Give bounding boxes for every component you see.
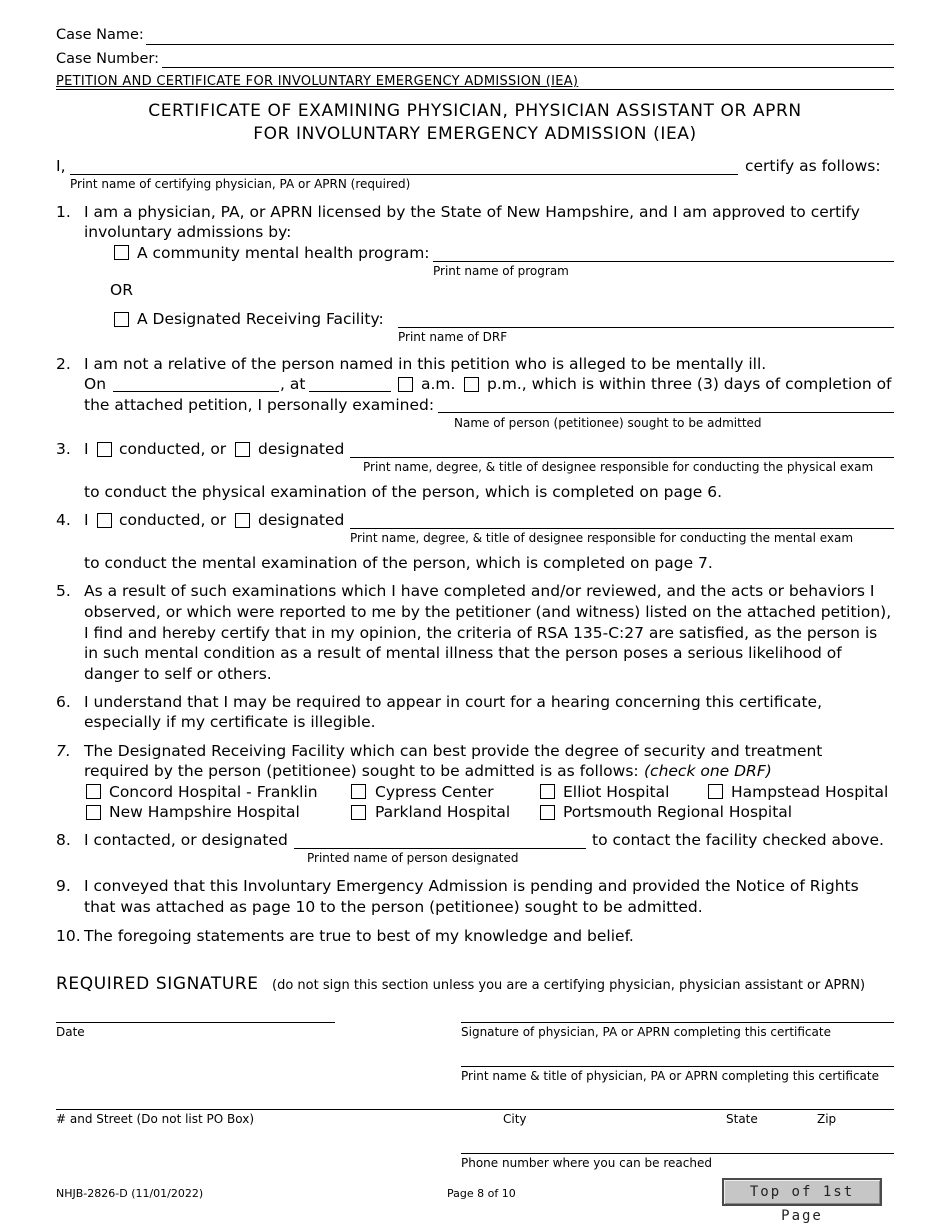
- parkland-hospital-label: Parkland Hospital: [375, 803, 511, 821]
- cypress-center-checkbox[interactable]: [351, 784, 366, 799]
- hampstead-hospital-label: Hampstead Hospital: [731, 783, 889, 801]
- certificate-title-line1: CERTIFICATE OF EXAMINING PHYSICIAN, PHYSICIAN ASSISTANT OR APRN: [148, 101, 802, 121]
- cmhp-checkbox[interactable]: [114, 245, 129, 260]
- am-checkbox[interactable]: [398, 377, 413, 392]
- form-id: NHJB-2826-D (11/01/2022): [56, 1187, 204, 1200]
- program-name-caption: Print name of program: [433, 264, 569, 278]
- printed-name-caption: Print name & title of physician, PA or APRN completing this certificate: [461, 1069, 879, 1083]
- physical-designee-caption: Print name, degree, & title of designee responsible for conducting the physical exam: [363, 460, 874, 474]
- item2-line1: I am not a relative of the person named in this petition who is alleged to be mentally ill.: [84, 355, 767, 373]
- item8-prefix: I contacted, or designated: [84, 831, 288, 849]
- zip-caption: Zip: [817, 1112, 837, 1126]
- printed-name-field[interactable]: [461, 1066, 894, 1067]
- exam-date-field[interactable]: [113, 391, 279, 392]
- mental-designated-label: designated: [258, 511, 345, 529]
- item7-line2: required by the person (petitionee) sought to be admitted is as follows:: [84, 762, 639, 780]
- intro-prefix: I,: [56, 157, 66, 175]
- address-field[interactable]: [56, 1109, 894, 1110]
- drf-label: A Designated Receiving Facility:: [137, 310, 384, 328]
- physical-conducted-label: conducted, or: [119, 440, 227, 458]
- date-caption: Date: [56, 1025, 85, 1039]
- signature-note: (do not sign this section unless you are a certifying physician, physician assistant or APRN): [272, 978, 866, 993]
- program-name-field[interactable]: [433, 261, 894, 262]
- elliot-hospital-checkbox[interactable]: [540, 784, 555, 799]
- check-one-note: (check one DRF): [644, 762, 772, 780]
- petitionee-name-caption: Name of person (petitionee) sought to be admitted: [454, 416, 762, 430]
- elliot-hospital-label: Elliot Hospital: [563, 783, 670, 801]
- state-caption: State: [726, 1112, 758, 1126]
- physical-designated-label: designated: [258, 440, 345, 458]
- physical-designee-field[interactable]: [350, 457, 894, 458]
- at-label: , at: [280, 375, 306, 393]
- physical-designated-checkbox[interactable]: [235, 442, 250, 457]
- city-caption: City: [503, 1112, 527, 1126]
- drf-name-field[interactable]: [398, 327, 894, 328]
- intro-suffix: certify as follows:: [745, 157, 881, 175]
- physical-conducted-checkbox[interactable]: [97, 442, 112, 457]
- case-number-field[interactable]: [162, 67, 894, 68]
- item3-line2: to conduct the physical examination of the person, which is completed on page 6.: [84, 483, 723, 501]
- item10-text: The foregoing statements are true to best of my knowledge and belief.: [84, 927, 634, 945]
- cypress-center-label: Cypress Center: [375, 783, 494, 801]
- case-number-label: Case Number:: [56, 51, 159, 67]
- item10-number: 10.: [56, 927, 81, 945]
- exam-time-field[interactable]: [309, 391, 391, 392]
- top-of-first-page-button[interactable]: Top of 1st Page: [722, 1178, 882, 1206]
- item4-line2: to conduct the mental examination of the person, which is completed on page 7.: [84, 554, 713, 572]
- drf-checkbox[interactable]: [114, 312, 129, 327]
- item6-number: 6.: [56, 693, 71, 711]
- item7-line1: The Designated Receiving Facility which can best provide the degree of security and treatment: [84, 742, 823, 760]
- item7-number: 7.: [56, 742, 71, 760]
- signature-field[interactable]: [461, 1022, 894, 1023]
- pm-checkbox[interactable]: [464, 377, 479, 392]
- signature-heading: REQUIRED SIGNATURE: [56, 974, 259, 994]
- case-name-label: Case Name:: [56, 27, 144, 43]
- parkland-hospital-checkbox[interactable]: [351, 805, 366, 820]
- item1-number: 1.: [56, 203, 71, 221]
- signature-caption: Signature of physician, PA or APRN completing this certificate: [461, 1025, 831, 1039]
- item1-line1: I am a physician, PA, or APRN licensed by the State of New Hampshire, and I am approved to certify: [84, 203, 860, 221]
- petition-title: PETITION AND CERTIFICATE FOR INVOLUNTARY EMERGENCY ADMISSION (IEA): [56, 74, 579, 89]
- on-label: On: [84, 375, 107, 393]
- item6-line: I understand that I may be required to appear in court for a hearing concerning this certificate,: [84, 693, 823, 711]
- item5-line: in such mental condition as a result of mental illness that the person poses a serious likelihood of: [84, 644, 842, 662]
- phone-caption: Phone number where you can be reached: [461, 1156, 712, 1170]
- header-divider: [56, 89, 894, 90]
- certifier-name-caption: Print name of certifying physician, PA or APRN (required): [70, 177, 411, 191]
- item3-number: 3.: [56, 440, 71, 458]
- phone-field[interactable]: [461, 1153, 894, 1154]
- item5-number: 5.: [56, 582, 71, 600]
- item9-number: 9.: [56, 877, 71, 895]
- street-caption: # and Street (Do not list PO Box): [56, 1112, 255, 1126]
- item8-number: 8.: [56, 831, 71, 849]
- date-field[interactable]: [56, 1022, 335, 1023]
- item4-number: 4.: [56, 511, 71, 529]
- mental-designated-checkbox[interactable]: [235, 513, 250, 528]
- page-number: Page 8 of 10: [447, 1187, 516, 1200]
- item4-i: I: [84, 511, 89, 529]
- certificate-title-line2: FOR INVOLUNTARY EMERGENCY ADMISSION (IEA): [253, 124, 697, 144]
- mental-conducted-checkbox[interactable]: [97, 513, 112, 528]
- concord-franklin-checkbox[interactable]: [86, 784, 101, 799]
- item2-line3: the attached petition, I personally examined:: [84, 396, 435, 414]
- nh-hospital-checkbox[interactable]: [86, 805, 101, 820]
- case-name-field[interactable]: [146, 44, 894, 45]
- item5-line: As a result of such examinations which I have completed and/or reviewed, and the acts or behaviors I: [84, 582, 875, 600]
- nh-hospital-label: New Hampshire Hospital: [109, 803, 300, 821]
- cmhp-label: A community mental health program:: [137, 244, 430, 262]
- or-label: OR: [110, 281, 133, 299]
- portsmouth-hospital-checkbox[interactable]: [540, 805, 555, 820]
- item1-line2: involuntary admissions by:: [84, 223, 292, 241]
- portsmouth-hospital-label: Portsmouth Regional Hospital: [563, 803, 793, 821]
- petitionee-name-field[interactable]: [438, 412, 894, 413]
- item5-line: I find and hereby certify that in my opinion, the criteria of RSA 135-C:27 are satisfied, as the person is: [84, 624, 878, 642]
- contact-designee-caption: Printed name of person designated: [307, 851, 519, 865]
- item9-line: I conveyed that this Involuntary Emergency Admission is pending and provided the Notice of Rights: [84, 877, 859, 895]
- drf-name-caption: Print name of DRF: [398, 330, 508, 344]
- item9-line: that was attached as page 10 to the person (petitionee) sought to be admitted.: [84, 898, 703, 916]
- certifier-name-field[interactable]: [70, 174, 738, 175]
- am-label: a.m.: [421, 375, 456, 393]
- hampstead-hospital-checkbox[interactable]: [708, 784, 723, 799]
- concord-franklin-label: Concord Hospital - Franklin: [109, 783, 318, 801]
- mental-designee-field[interactable]: [350, 528, 894, 529]
- item3-i: I: [84, 440, 89, 458]
- item8-suffix: to contact the facility checked above.: [592, 831, 884, 849]
- item5-line: observed, or which were reported to me by the petitioner (and witness) listed on the attached petition),: [84, 603, 892, 621]
- item5-line: danger to self or others.: [84, 665, 272, 683]
- pm-label: p.m., which is within three (3) days of completion of: [487, 375, 892, 393]
- contact-designee-field[interactable]: [294, 848, 586, 849]
- item6-line: especially if my certificate is illegible.: [84, 713, 376, 731]
- mental-conducted-label: conducted, or: [119, 511, 227, 529]
- mental-designee-caption: Print name, degree, & title of designee responsible for conducting the mental exam: [350, 531, 854, 545]
- item2-number: 2.: [56, 355, 71, 373]
